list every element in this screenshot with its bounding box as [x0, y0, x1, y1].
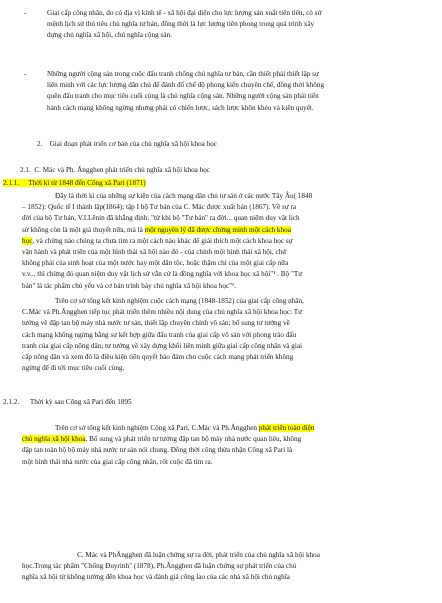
text-line: một hình thái nhà nước của giai cấp công nhân, rốt cuộc đã tìm ra. — [22, 457, 213, 466]
text-line: Những người cộng sản trong cuộc đấu tranh chống chủ nghĩa tư bản, cần thiết phải thiết lập sự — [47, 70, 319, 78]
text-line: học.Trong tác phẩm "Chống Đuyrinh" (1878), Ph.Ăngghen đã luận chứng sự phát triển của chủ — [22, 562, 297, 571]
paragraph-1 — [22, 191, 434, 292]
section-number: 2.1.2. — [3, 398, 20, 406]
text-line: Trên cơ sở tổng kết kinh nghiệm cuộc cách mạng (1848-1852) của giai cấp công nhân, — [55, 297, 304, 305]
bullet-marker: - — [24, 70, 27, 78]
text-span: . Bổ sung và phát triển tư tưởng đập tan bộ máy nhà nước quan liêu, không — [85, 435, 302, 444]
text-span: sử không còn là một giả thuyết nữa, mà là — [22, 225, 145, 234]
text-line: hành cách mạng không ngừng nhưng phải có chiến lược, sách lược khôn khéo và kiên quyết. — [47, 103, 314, 112]
text-line: tưởng về đập tan bộ máy nhà nước tư sản, thiết lập chuyên chính vô sản; bổ sung tư tưởng về — [22, 319, 290, 328]
section-heading-2-1-1 — [3, 178, 146, 189]
text-line: mệnh lịch sử thủ tiêu chủ nghĩa tư bản, đồng thời là lực lượng tiên phong trong quá trình xây — [47, 20, 315, 29]
highlighted-text: một nguyên lý đã được chứng minh một cách khoa — [144, 225, 291, 234]
section-title: Giai đoạn phát triển cơ bản của chủ nghĩa xã hội khoa học — [49, 140, 218, 148]
section-number: 2. — [37, 140, 43, 148]
paragraph-4 — [22, 550, 434, 584]
section-title: Thời kỳ sau Công xã Pari đến 1895 — [29, 398, 132, 406]
section-number: 2.1. — [20, 166, 31, 174]
paragraph-3 — [22, 423, 434, 468]
text-line: liên minh với các lực lượng dân chủ để đánh đổ chế độ phong kiến chuyên chế, đồng thời không — [47, 81, 325, 90]
text-line: cấp nông dân và xem đó là điều kiện tiên quyết bảo đảm cho cuộc cách mạng phát triển không — [22, 353, 294, 362]
text-line: C. Mác và PhĂngghen đã luận chứng sự ra đời, phát triển của chủ nghĩa xã hội khoa — [77, 551, 320, 559]
text-line: v.v.., thì chừng đó quan niệm duy vật lịch sử vẫn cứ là đồng nghĩa với khoa học xã hội"¹ . Bộ "Tư — [22, 270, 303, 279]
section-heading-2 — [37, 139, 217, 150]
text-line: nghĩa xã hội từ không tưởng đến khoa học và đánh giá công lao của các nhà xã hội chủ nghĩa — [22, 573, 290, 582]
bullet-item-1 — [47, 8, 432, 42]
section-heading-2-1-2 — [3, 397, 132, 408]
bullet-item-2 — [47, 69, 432, 114]
text-line: vận hành và phát triển của một hình thái xã hội nào đó - của chính một hình thái xã hội, chứ — [22, 248, 287, 257]
text-line: dựng chủ nghĩa xã hội, chủ nghĩa cộng sản. — [47, 31, 172, 40]
text-line — [22, 434, 434, 445]
text-span: , và chừng nào chúng ta chưa tìm ra một cách nào khác để giải thích một cách khoa học sự — [32, 236, 293, 245]
paragraph-2 — [22, 296, 434, 374]
text-line: C.Mác và Ph.Ăngghen tiếp tục phát triển thêm nhiều nội dung của chủ nghĩa xã hội khoa học: Tư — [22, 308, 303, 317]
highlighted-text: chủ nghĩa xã hội khoa — [22, 435, 86, 444]
highlighted-text: phát triển toàn diện — [258, 424, 315, 432]
text-line: đời của bộ Tư bản, V.I.Lênin đã khẳng định: "từ khi bộ "Tư bản" ra đời... quan niệm duy vật lịch — [22, 214, 300, 223]
text-line: tranh của giai cấp nông dân; tư tưởng về xây dựng khối liên minh giữa giai cấp công nhân và giai — [22, 341, 303, 350]
section-number: 2.1.1. — [3, 179, 20, 187]
text-line: bản" là tác phẩm chủ yếu và cơ bản trình bày chủ nghĩa xã hội khoa học"¹. — [22, 281, 237, 290]
bullet-marker: - — [24, 9, 27, 17]
text-span: Trên cơ sở tổng kết kinh nghiệm Công xã Pari, C.Mác và Ph.Ăngghen — [55, 424, 259, 432]
section-title-highlighted: Thời kì từ 1848 đến Công xã Pari (1871) — [28, 179, 146, 187]
text-line: quên đấu tranh cho mục tiêu cuối cùng là chủ nghĩa cộng sản. Những người cộng sản phải tiến — [47, 92, 319, 101]
text-line: Giai cấp công nhân, do có địa vị kinh tế - xã hội đại diện cho lực lượng sản xuất tiên tiến, có sứ — [47, 9, 322, 17]
text-line — [22, 225, 434, 236]
text-line: ngừng để đi tới mục tiêu cuối cùng. — [22, 364, 125, 373]
section-heading-2-1 — [20, 165, 210, 176]
text-line: – 1852): Quốc tế I thành lập(1864); tập I bộ Tư bản của C. Mác được xuất bản (1867). Về sự ra — [22, 203, 297, 212]
text-line: cách mạng không ngừng bằng sự kết hợp giữa đấu tranh của giai cấp vô sản với phong trào đấu — [22, 330, 297, 339]
text-line — [22, 236, 434, 247]
text-line: đập tan toàn bộ bộ máy nhà nước tư sản nói chung. Đồng thời công thừa nhận Công xã Pari là — [22, 446, 293, 455]
highlighted-text: học — [22, 236, 33, 245]
text-line — [22, 423, 434, 434]
text-line: Đây là thời kì của những sự kiện của cách mạng dân chủ tư sản ở các nước Tây Âu( 1848 — [55, 192, 313, 200]
text-line: không phải của sinh hoạt của một nước hay một dân tộc, hoặc thậm chí của một giai cấp nữa — [22, 259, 289, 268]
section-title: C. Mác và Ph. Ăngghen phát triển chủ nghĩa xã hội khoa học — [34, 166, 211, 174]
